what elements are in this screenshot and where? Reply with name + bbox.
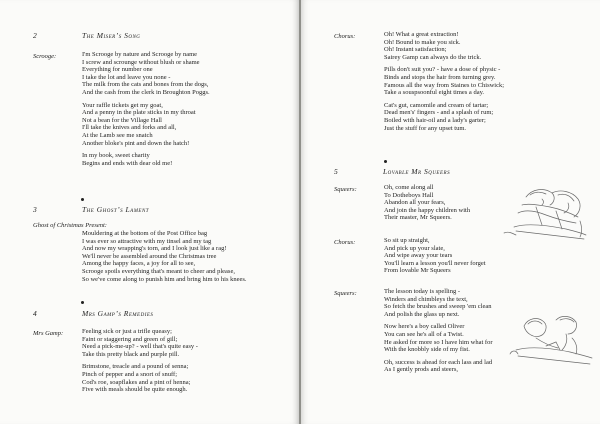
right-page <box>301 0 600 424</box>
song-title: Lovable Mr Squeers <box>383 167 451 176</box>
lyric-line: And a penny in the plate sticks in my throat <box>82 109 196 117</box>
lyric-line: Oh! Instant satisfaction; <box>384 46 447 54</box>
lyric-line: Boiled with hair-oil and a lady's garter; <box>384 116 486 124</box>
lyric-line: Dead men's' fingers - and a splash of rum; <box>384 109 494 117</box>
stanza <box>384 31 504 61</box>
lyric-line: Your raffle tickets get my goat, <box>82 101 163 109</box>
song-number: 5 <box>334 167 338 176</box>
lyric-line: And polish the glass up next. <box>384 310 460 318</box>
song-number: 3 <box>33 205 37 214</box>
stanza <box>384 323 492 353</box>
lyric-line: Feeling sick or just a trifle queasy; <box>82 328 172 335</box>
lyric-line: Abandon all your fears, <box>384 199 446 207</box>
lyric-line: So fetch the brushes and sweep 'em clean <box>384 303 492 311</box>
lyric-line: He asked for more so I have him what for <box>384 338 493 346</box>
section-bullet <box>81 198 84 201</box>
lyric-line: Need a pick-me-up? - well that's quite easy - <box>82 343 198 351</box>
lyric-line: And the cash from the clerk in Broughton Poggs. <box>82 88 210 96</box>
lyric-line: Take a souspsoonful eight times a day. <box>384 89 485 97</box>
lyrics-block <box>384 288 492 379</box>
lyric-line: Among the happy faces, a joy for all to see, <box>82 260 196 268</box>
lyric-line: You'll learn a lesson you'll never forget <box>384 259 486 267</box>
speaker-label: Ghost of Christmas Present: <box>33 222 107 229</box>
song-title: The Miser’s Song <box>82 31 141 40</box>
lyric-line: So we've come along to punish him and bring him to his knees. <box>82 275 247 283</box>
lyric-line: And pick up your slate, <box>384 244 445 252</box>
stanza <box>82 230 247 283</box>
speaker-label: Squeers: <box>334 290 357 297</box>
song-title: The Ghost’s Lament <box>82 205 150 214</box>
sketch-children-asleep-at-desk <box>496 183 591 245</box>
lyric-line: Oh, success is ahead for each lass and lad <box>384 358 493 366</box>
lyric-line: Another bloke's pint and down the hatch! <box>82 139 190 147</box>
song-number: 2 <box>33 31 37 40</box>
lyric-line: As I gently prods and steers, <box>384 366 459 374</box>
lyric-line: So sit up straight, <box>384 237 430 244</box>
lyric-line: Just the stuff for any upset tum. <box>384 124 467 132</box>
section-bullet <box>384 160 387 163</box>
lyrics-block <box>384 237 486 275</box>
lyric-line: To Dotheboys Hall <box>384 191 434 199</box>
speaker-label: Scrooge: <box>33 53 57 60</box>
lyric-line: Oh! Bound to make you sick. <box>384 38 461 46</box>
lyric-line: At the Lamb see me snatch <box>82 131 153 139</box>
lyrics-block <box>82 230 247 288</box>
stanza <box>384 288 492 318</box>
lyric-line: We'll never be assembled around the Christmas tree <box>82 252 217 260</box>
speaker-label: Squeers: <box>334 186 357 193</box>
stanza <box>82 51 210 97</box>
lyric-line: I take the lot and leave you none - <box>82 73 171 81</box>
speaker-label: Chorus: <box>334 239 356 246</box>
lyric-line: I was ever so attractive with my tinsel and my tag <box>82 237 212 245</box>
lyric-line: Oh, come along all <box>384 184 434 191</box>
speaker-label: Chorus: <box>334 33 356 40</box>
stanza <box>82 363 198 393</box>
lyric-line: And wipe away your tears <box>384 252 453 260</box>
lyrics-block <box>82 328 198 399</box>
lyric-line: Begins and ends with dear old me! <box>82 159 173 167</box>
lyric-line: Now here's a boy called Oliver <box>384 323 465 331</box>
lyric-line: Scrooge spoils everything that's meant to cheer and please, <box>82 267 235 275</box>
lyric-line: Take this pretty black and purple pill. <box>82 350 180 358</box>
lyric-line: And join the happy children with <box>384 206 471 214</box>
lyric-line: Oh! What a great extraction! <box>384 31 459 38</box>
speaker-label: Mrs Gamp: <box>33 330 64 337</box>
stanza <box>384 66 504 96</box>
lyric-line: The milk from the cats and bones from the dogs, <box>82 81 209 89</box>
stanza <box>82 152 210 167</box>
lyric-line: Cat's gut, camomile and cream of tartar; <box>384 101 489 109</box>
lyric-line: Pills don't suit you? - have a dose of physic - <box>384 66 501 74</box>
lyric-line: Binds and stops the hair from turning grey. <box>384 73 496 81</box>
lyrics-block <box>82 51 210 172</box>
song-number: 4 <box>33 309 37 318</box>
lyric-line: Sairey Gamp can always do the trick. <box>384 53 482 61</box>
lyric-line: Their master, Mr Squeers. <box>384 214 452 222</box>
lyric-line: Everything for number one <box>82 66 153 74</box>
lyric-line: You can see he's all of a Twist. <box>384 330 464 338</box>
stanza <box>82 102 210 148</box>
lyric-line: From lovable Mr Squeers <box>384 267 451 275</box>
section-bullet <box>81 301 84 304</box>
lyric-line: In my book, sweet charity <box>82 152 150 160</box>
sketch-children-writing <box>506 310 594 368</box>
stanza <box>384 102 504 132</box>
lyric-line: Pinch of pepper and a snort of snuff; <box>82 370 178 378</box>
lyric-line: Faint or staggering and green of gill; <box>82 335 178 343</box>
stanza <box>384 359 492 374</box>
lyric-line: With the knobbly side of my fist. <box>384 346 470 354</box>
lyric-line: Winders and chimbleys the text, <box>384 295 468 303</box>
lyrics-block <box>384 31 504 137</box>
lyrics-block <box>384 184 470 222</box>
lyric-line: Five with meals should be quite enough. <box>82 386 188 394</box>
lyric-line: The lesson today is spelling - <box>384 288 461 295</box>
lyric-line: I'm Scrooge by nature and Scrooge by name <box>82 51 198 58</box>
lyric-line: Mouldering at the bottom of the Post Office bag <box>82 230 208 237</box>
song-title: Mrs Gamp’s Remedies <box>82 309 154 318</box>
lyric-line: And now my wrapping's torn, and I look just like a rag! <box>82 245 227 253</box>
lyric-line: Brimstone, treacle and a pound of senna; <box>82 363 189 371</box>
lyric-line: Famous all the way from Staines to Chiswick; <box>384 81 505 89</box>
lyric-line: Cod's roe, soapflakes and a pint of henna; <box>82 378 191 386</box>
stanza <box>82 328 198 358</box>
lyric-line: I'll take the knives and forks and all, <box>82 124 177 132</box>
lyric-line: Not a bean for the Village Hall <box>82 116 162 124</box>
lyric-line: I screw and scrounge without blush or shame <box>82 58 200 66</box>
left-page <box>0 0 299 424</box>
